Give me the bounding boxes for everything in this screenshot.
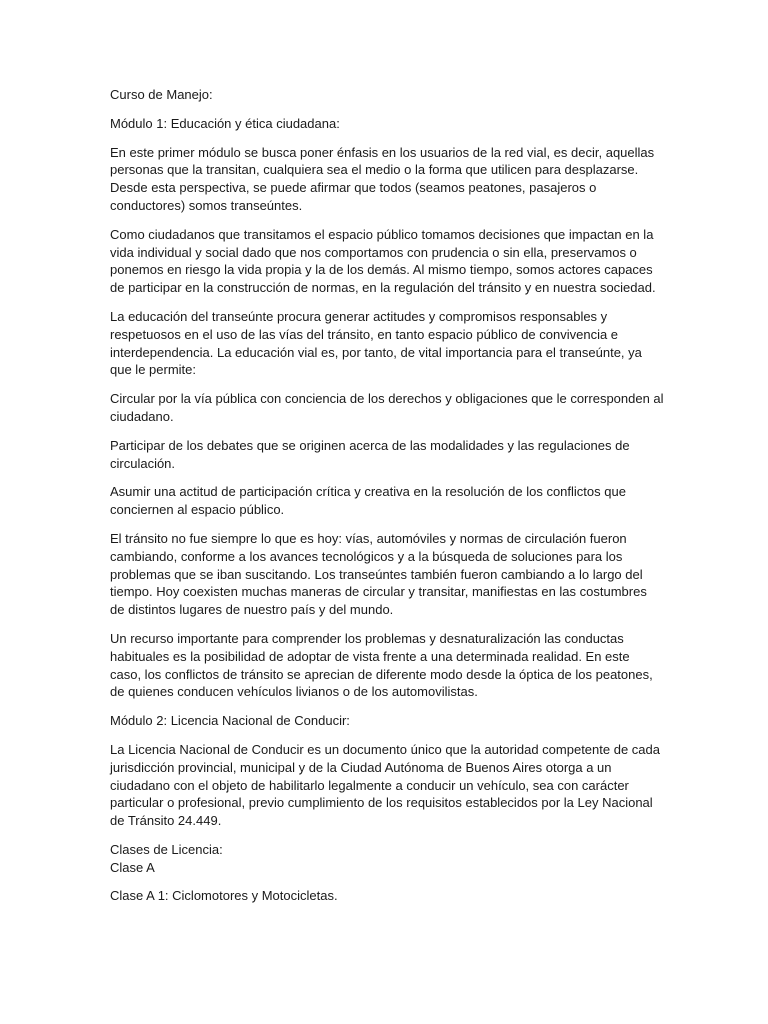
- text-line: circulación.: [110, 455, 176, 471]
- text-line: de distintos lugares de nuestro país y del mundo.: [110, 602, 394, 618]
- text-line: Circular por la vía pública con conciencia de los derechos y obligaciones que le corresponden al: [110, 391, 664, 407]
- paragraph: [110, 226, 670, 297]
- paragraph: [110, 630, 670, 701]
- text-line: La educación del transeúnte procura generar actitudes y compromisos responsables y: [110, 308, 608, 324]
- text-line: jurisdicción provincial, municipal y de la Ciudad Autónoma de Buenos Aires otorga a un: [110, 759, 612, 775]
- paragraph: [110, 887, 670, 905]
- paragraph: [110, 144, 670, 215]
- text-line: Asumir una actitud de participación crítica y creativa en la resolución de los conflictos que: [110, 484, 626, 500]
- text-line: de quienes conducen vehículos livianos o de los automovilistas.: [110, 684, 478, 700]
- text-line: respetuosos en el uso de las vías del tránsito, en tanto espacio público de convivencia e: [110, 326, 619, 342]
- text-line: La Licencia Nacional de Conducir es un documento único que la autoridad competente de cada: [110, 741, 660, 757]
- paragraph: [110, 437, 670, 473]
- paragraph: [110, 115, 670, 133]
- text-line: ponemos en riesgo la vida propia y la de los demás. Al mismo tiempo, somos actores capaces: [110, 262, 653, 278]
- text-line: particular o profesional, previo cumplimiento de los requisitos establecidos por la Ley Nacional: [110, 795, 653, 811]
- paragraph: [110, 483, 670, 519]
- text-line: En este primer módulo se busca poner énfasis en los usuarios de la red vial, es decir, aquellas: [110, 144, 655, 160]
- text-line: vida individual y social dado que nos comportamos con prudencia o sin ella, preservamos o: [110, 244, 637, 260]
- text-line: ciudadano.: [110, 408, 174, 424]
- text-line: ciudadano con el objeto de habilitarlo legalmente a conducir un vehículo, sea con carácter: [110, 777, 629, 793]
- text-line: interdependencia. La educación vial es, por tanto, de vital importancia para el transeúnte, ya: [110, 344, 642, 360]
- text-line: cambiando, conforme a los avances tecnológicos y a la búsqueda de soluciones para los: [110, 548, 623, 564]
- paragraph: [110, 390, 670, 426]
- text-line: Desde esta perspectiva, se puede afirmar que todos (seamos peatones, pasajeros o: [110, 180, 597, 196]
- paragraph: [110, 712, 670, 730]
- text-line: El tránsito no fue siempre lo que es hoy: vías, automóviles y normas de circulación fueron: [110, 530, 627, 546]
- text-line: Módulo 1: Educación y ética ciudadana:: [110, 115, 340, 131]
- text-line: problemas que se iban suscitando. Los transeúntes también fueron cambiando a lo largo del: [110, 566, 643, 582]
- text-line: Curso de Manejo:: [110, 87, 213, 102]
- text-line: personas que la transitan, cualquiera sea el medio o la forma que utilicen para desplazarse.: [110, 162, 639, 178]
- text-line: tiempo. Hoy coexisten muchas maneras de circular y transitar, manifiestas en las costumbres: [110, 584, 647, 600]
- text-line: Un recurso importante para comprender los problemas y desnaturalización las conductas: [110, 630, 624, 646]
- text-line: de participar en la construcción de normas, en la regulación del tránsito y en nuestra sociedad.: [110, 280, 656, 296]
- text-line: Clase A: [110, 859, 155, 875]
- text-line: Módulo 2: Licencia Nacional de Conducir:: [110, 713, 350, 729]
- document-body: [110, 86, 670, 916]
- text-line: caso, los conflictos de tránsito se aprecian de diferente modo desde la óptica de los peatones,: [110, 666, 653, 682]
- text-line: Como ciudadanos que transitamos el espacio público tomamos decisiones que impactan en la: [110, 226, 654, 242]
- paragraph: [110, 841, 670, 877]
- text-line: conciernen al espacio público.: [110, 502, 285, 518]
- text-line: Clases de Licencia:: [110, 841, 223, 857]
- text-line: de Tránsito 24.449.: [110, 813, 222, 829]
- paragraph: [110, 86, 670, 104]
- text-line: habituales es la posibilidad de adoptar de vista frente a una determinada realidad. En este: [110, 648, 630, 664]
- text-line: conductores) somos transeúntes.: [110, 197, 303, 213]
- text-line: que le permite:: [110, 362, 196, 378]
- paragraph: [110, 308, 670, 379]
- text-line: Clase A 1: Ciclomotores y Motocicletas.: [110, 888, 338, 904]
- paragraph: [110, 741, 670, 830]
- paragraph: [110, 530, 670, 619]
- text-line: Participar de los debates que se originen acerca de las modalidades y las regulaciones de: [110, 437, 630, 453]
